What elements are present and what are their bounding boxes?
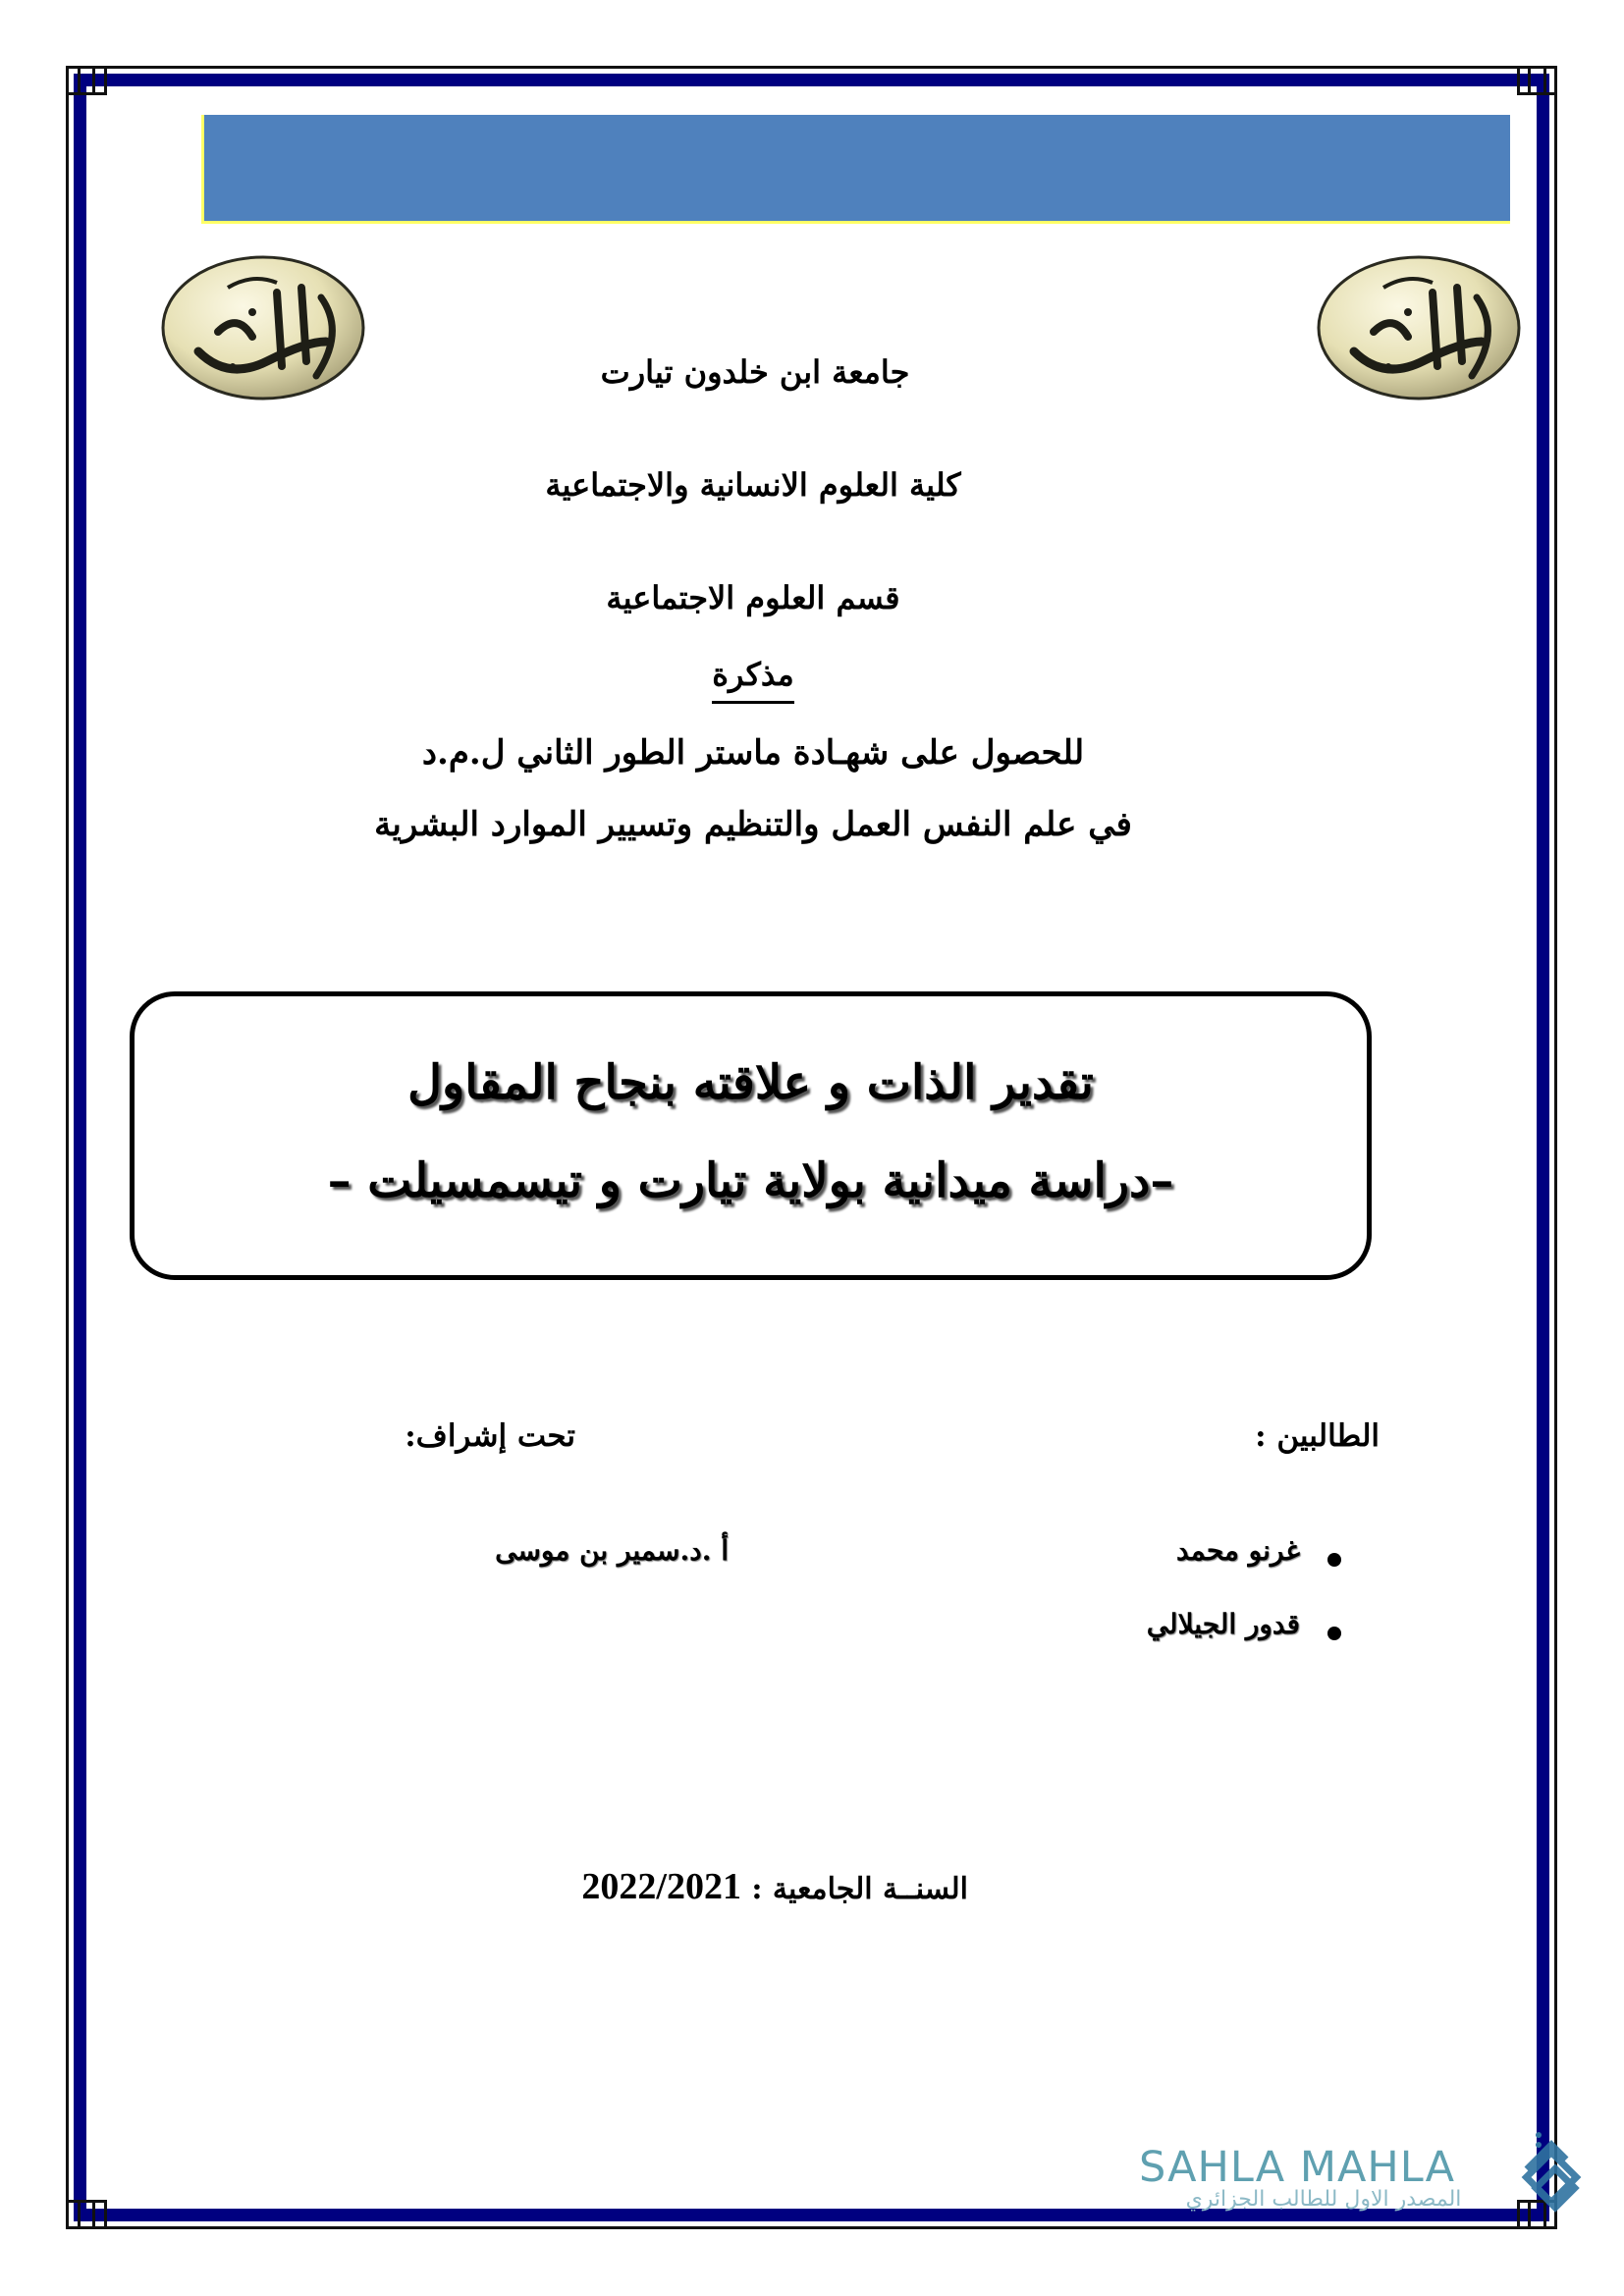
calligraphy-logo-icon: [1512, 2120, 1591, 2228]
thesis-subtitle: –دراسة ميدانية بولاية تيارت و تيسمسيلت –: [327, 1153, 1174, 1208]
field-line: في علم النفس العمل والتنظيم وتسيير الموارد البشرية: [374, 805, 1132, 844]
student-name: غرنو محمد: [1175, 1534, 1300, 1567]
bullet-icon: [1327, 1627, 1341, 1640]
thesis-title: تقدير الذات و علاقته بنجاح المقاول: [407, 1055, 1094, 1110]
thesis-title-box: [130, 991, 1372, 1280]
watermark-logo: [1512, 2120, 1591, 2232]
watermark-subtitle: المصدر الاول للطالب الجزائري: [1185, 2187, 1462, 2212]
border-corner-ornament: [78, 66, 107, 95]
document-type-label: مذكرة: [712, 656, 794, 704]
bullet-icon: [1327, 1553, 1341, 1567]
watermark-title: SAHLA MAHLA: [1139, 2143, 1456, 2192]
supervisor-name: أ .د.سمير بن موسى: [495, 1534, 729, 1567]
university-name: جامعة ابن خلدون تيارت: [600, 353, 910, 391]
border-corner-ornament: [1517, 66, 1546, 95]
students-label: الطالبين :: [1255, 1418, 1380, 1454]
faculty-name: كلية العلوم الانسانية والاجتماعية: [545, 466, 961, 504]
academic-year-value: 2022/2021: [581, 1866, 741, 1907]
document-type: [0, 656, 1565, 704]
supervision-label: تحت إشراف:: [405, 1418, 575, 1454]
student-name: قدور الجيلالي: [1146, 1608, 1300, 1640]
department-name: قسم العلوم الاجتماعية: [606, 579, 900, 616]
degree-line: للحصول على شهـادة ماستر الطور الثاني ل.م.د: [421, 733, 1085, 773]
academic-year: [581, 1865, 968, 1908]
academic-year-label: السنــة الجامعية :: [740, 1872, 968, 1906]
border-corner-ornament: [78, 2200, 107, 2229]
header-banner: [201, 115, 1510, 224]
